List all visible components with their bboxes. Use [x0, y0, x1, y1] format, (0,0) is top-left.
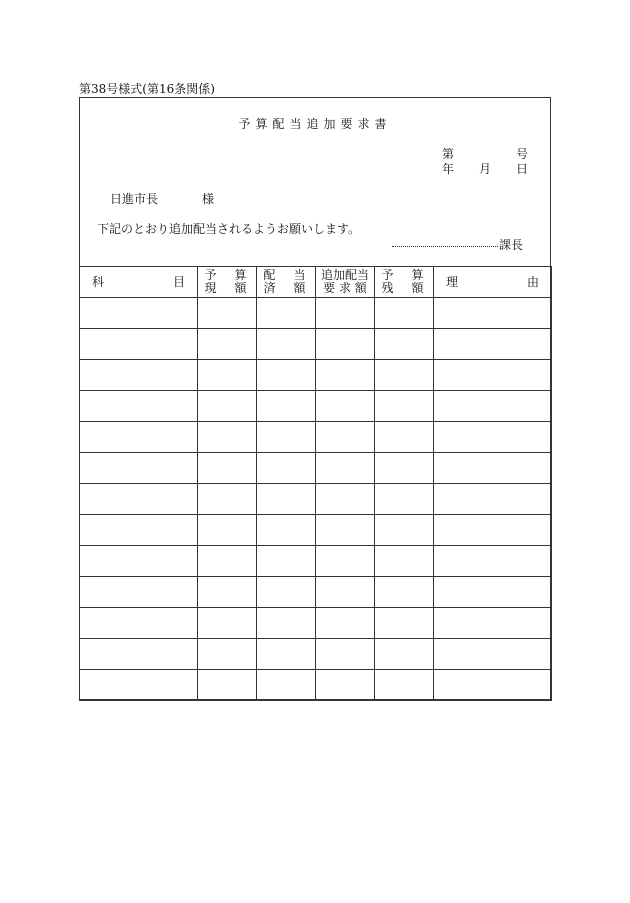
allocated-cell[interactable] [257, 670, 316, 701]
table-row [80, 422, 552, 453]
remaining-cell[interactable] [375, 515, 434, 546]
allocated-cell[interactable] [257, 515, 316, 546]
header-allocated-l2: 済 額 [263, 281, 309, 295]
subject-cell[interactable] [80, 670, 198, 701]
allocated-cell[interactable] [257, 453, 316, 484]
subject-cell[interactable] [80, 298, 198, 329]
current-budget-cell[interactable] [198, 515, 257, 546]
subject-cell[interactable] [80, 639, 198, 670]
remaining-cell[interactable] [375, 484, 434, 515]
date-day: 日 [516, 162, 529, 176]
requested-cell[interactable] [316, 515, 375, 546]
reason-cell[interactable] [434, 422, 552, 453]
subject-cell[interactable] [80, 577, 198, 608]
current-budget-cell[interactable] [198, 577, 257, 608]
date-month: 月 [479, 162, 492, 176]
remaining-cell[interactable] [375, 577, 434, 608]
document-title: 予算配当追加要求書 [238, 117, 392, 131]
header-allocated-l1: 配 当 [263, 268, 309, 282]
header-subject-b: 目 [172, 274, 185, 289]
requested-cell[interactable] [316, 360, 375, 391]
header-reason-b: 由 [526, 274, 539, 289]
table-row [80, 360, 552, 391]
subject-cell[interactable] [80, 391, 198, 422]
header-current-budget-l2: 現 額 [204, 281, 250, 295]
table-row [80, 639, 552, 670]
date-year: 年 [442, 162, 455, 176]
table-row [80, 329, 552, 360]
current-budget-cell[interactable] [198, 453, 257, 484]
table-row [80, 608, 552, 639]
requested-cell[interactable] [316, 391, 375, 422]
reason-cell[interactable] [434, 391, 552, 422]
signature-line[interactable] [392, 246, 498, 247]
requested-cell[interactable] [316, 577, 375, 608]
form-number-label: 第38号様式(第16条関係) [79, 82, 215, 96]
subject-cell[interactable] [80, 329, 198, 360]
header-remaining [375, 267, 434, 298]
remaining-cell[interactable] [375, 329, 434, 360]
subject-cell[interactable] [80, 546, 198, 577]
remaining-cell[interactable] [375, 391, 434, 422]
current-budget-cell[interactable] [198, 298, 257, 329]
header-current-budget-l1: 予 算 [204, 268, 250, 282]
subject-cell[interactable] [80, 360, 198, 391]
header-remaining-l2: 残 額 [381, 281, 427, 295]
subject-cell[interactable] [80, 453, 198, 484]
addressee-honorific: 様 [202, 192, 215, 206]
reason-cell[interactable] [434, 298, 552, 329]
reason-cell[interactable] [434, 515, 552, 546]
requested-cell[interactable] [316, 453, 375, 484]
header-current-budget [198, 267, 257, 298]
allocated-cell[interactable] [257, 639, 316, 670]
requested-cell[interactable] [316, 608, 375, 639]
allocated-cell[interactable] [257, 329, 316, 360]
remaining-cell[interactable] [375, 608, 434, 639]
current-budget-cell[interactable] [198, 546, 257, 577]
current-budget-cell[interactable] [198, 391, 257, 422]
requested-cell[interactable] [316, 422, 375, 453]
current-budget-cell[interactable] [198, 329, 257, 360]
reason-cell[interactable] [434, 577, 552, 608]
current-budget-cell[interactable] [198, 360, 257, 391]
table-row [80, 453, 552, 484]
reason-cell[interactable] [434, 484, 552, 515]
number-prefix: 第 [442, 147, 455, 161]
remaining-cell[interactable] [375, 360, 434, 391]
reason-cell[interactable] [434, 670, 552, 701]
header-requested-l1: 追加配当 [320, 268, 369, 282]
subject-cell[interactable] [80, 422, 198, 453]
allocated-cell[interactable] [257, 360, 316, 391]
subject-cell[interactable] [80, 515, 198, 546]
allocated-cell[interactable] [257, 577, 316, 608]
reason-cell[interactable] [434, 608, 552, 639]
number-suffix: 号 [516, 147, 529, 161]
reason-cell[interactable] [434, 546, 552, 577]
table-row [80, 577, 552, 608]
allocated-cell[interactable] [257, 608, 316, 639]
requested-cell[interactable] [316, 639, 375, 670]
reason-cell[interactable] [434, 360, 552, 391]
reason-cell[interactable] [434, 453, 552, 484]
table-row [80, 298, 552, 329]
current-budget-cell[interactable] [198, 608, 257, 639]
addressee-name: 日進市長 [110, 192, 159, 206]
table-row [80, 546, 552, 577]
header-reason-a: 理 [446, 274, 459, 289]
request-text: 下記のとおり追加配当されるようお願いします。 [97, 222, 361, 236]
requested-cell[interactable] [316, 298, 375, 329]
reason-cell[interactable] [434, 329, 552, 360]
allocated-cell[interactable] [257, 484, 316, 515]
table-row [80, 670, 552, 701]
current-budget-cell[interactable] [198, 484, 257, 515]
remaining-cell[interactable] [375, 639, 434, 670]
allocated-cell[interactable] [257, 391, 316, 422]
remaining-cell[interactable] [375, 422, 434, 453]
remaining-cell[interactable] [375, 546, 434, 577]
requested-cell[interactable] [316, 546, 375, 577]
table-row [80, 391, 552, 422]
header-subject [80, 267, 198, 298]
table-row [80, 484, 552, 515]
allocated-cell[interactable] [257, 546, 316, 577]
subject-cell[interactable] [80, 608, 198, 639]
header-subject-a: 科 [92, 274, 105, 289]
header-requested [316, 267, 375, 298]
table-header-row [80, 267, 552, 298]
reason-cell[interactable] [434, 639, 552, 670]
table-row [80, 515, 552, 546]
allocated-cell[interactable] [257, 298, 316, 329]
budget-table [79, 266, 552, 701]
remaining-cell[interactable] [375, 453, 434, 484]
signature-label: 課長 [499, 238, 524, 252]
remaining-cell[interactable] [375, 298, 434, 329]
subject-cell[interactable] [80, 484, 198, 515]
requested-cell[interactable] [316, 329, 375, 360]
header-remaining-l1: 予 算 [381, 268, 427, 282]
remaining-cell[interactable] [375, 670, 434, 701]
requested-cell[interactable] [316, 670, 375, 701]
current-budget-cell[interactable] [198, 670, 257, 701]
header-requested-l2: 要 求 額 [323, 281, 367, 295]
allocated-cell[interactable] [257, 422, 316, 453]
current-budget-cell[interactable] [198, 639, 257, 670]
header-allocated [257, 267, 316, 298]
header-reason [434, 267, 552, 298]
requested-cell[interactable] [316, 484, 375, 515]
current-budget-cell[interactable] [198, 422, 257, 453]
